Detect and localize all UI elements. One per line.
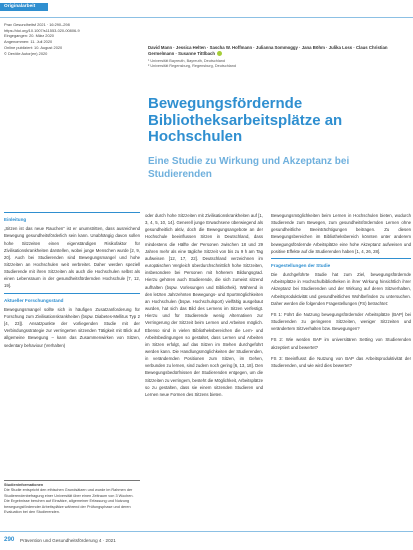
- text-column-3: [271, 212, 411, 373]
- affiliation-1: ¹ Universität Bayreuth, Bayreuth, Deutschland: [148, 59, 226, 63]
- orcid-icon[interactable]: [217, 51, 222, 56]
- paragraph-column-3: Bewegungsmöglichkeiten beim Lernen in Hochschulen bieten, wodurch Studierende zum Bewegen, zum gesundheitsfördernden Lernen ohne gesundheitliche Beeinträchtigungen beitragen. Zu diesen Bewegungsbereichen im Bibliotheksbereich könnten unter anderem bewegungsfördernde Arbeitsplätze eine hohe Akzeptanz aufweisen und positive Effekte auf die Studierenden haben [1, 4, 26, 28].: [271, 213, 411, 254]
- paragraph-introduction: „Sitzen ist das neue Rauchen“ ist er unumstritten, dass ausreichend Bewegung gesundheitsförderlich sein kann. Unabhängig davon sollen hohe Sitzzeiten einen eigenständigen Risikofaktor für Zivilisationskrankheiten darstellen, wobei junge Menschen wurde [2, 9, 20]. Auch bei Studierenden sind Bewegungsmangel und hohe Sitzzeiten an Hochschulen weit verbreitet. Daher werden speziell Studierende mit ihren Sitzzeiten als auch die Hochschulen selbst als einen Lebensraum in der gesundheitsfördernden Hochschule [7, 12, 19].: [4, 226, 140, 289]
- heading-research-questions: Fragestellungen der Studie: [271, 262, 331, 268]
- research-question-1: FS 1: Führt die Nutzung bewegungsfördernder Arbeitsplätze (BAP) bei Studierenden zu geringeren Sitzzeiten, weniger Sitzzeiten und verändertem Sitzverhalten bzw. Bewegungen?: [271, 311, 411, 332]
- section-divider: [271, 258, 411, 259]
- footnote-title: Studieninformationen: [4, 483, 44, 487]
- paragraph-column-2: oder durch hohe Sitzzeiten mit Zivilisationskrankheiten auf [1, 3, 4, 5, 10, 14]. Generell junge Erwachsene überwiegend als gesundheitlich aktiv, doch die Bewegungsangebote an der Hochschule beeinflussen Sitzen in Deutschland, dass mindestens die Hälfte der Personen zwischen 18 und 29 Jahren mehr als eine tägliche Sitzzeit von bis zu 9 h am Tag aufweisen [12, 17, 22]. Deutschland verzeichnen im europäischen Vergleich überdurchschnittlich hohe Sitzzeiten, insbesondere bei Personen mit höherem Bildungsgrad. Hierzu gehören auch Studierende, die sich zumeist sitzend aufhalten (bspw. Vorlesungen und Bibliothek). Während in den letzten Jahrzehnten Bewegungs- und Sportmöglichkeiten an Hochschulen (bspw. Hochschulsport) vielfältig ausgebaut wurden, hat sich das Bild des Lernens im Sitzen verfestigt. Hierzu und für Studierende wenig Alternativen zur Verringerung der Sitzzeit beim Lernen und Arbeiten möglich. Ebenso sind in vielen Bibliotheksbereichen die Lern- und Arbeitsbedingungen so gestaltet, dass Lernen und Arbeiten im Sitzen erfolgt, auf das Sitzen im Stehen durchgeführt werden kann. Die Handlungsmöglichkeiten der Studierenden, in verändernden Positionen zum Sitzen, im Gehen, verbunden zu lernen, sind zudem noch gering [6, 13, 18]. Den Bewegungsbedürfnissen der Studierenden entgegen, um die Sitzzeiten zu verringern, besteht die Möglichkeit, Arbeitsplätze so zu gestalten, dass sie einem sitzenden Studieren und Lernen neue Formen des Sitzens bieten.: [145, 213, 263, 397]
- paragraph-research-status: Bewegungsmangel sollte sich in häufigen Zusatzanforderung für Forschung zum Zivilisationskrankheiten (bspw. Diabetes-Mellitus Typ 2 [4, 23]). Ansatzpunkte der vorliegenden Studie mit der Verbindungsstrategie zur verringerten sitzenden Tätigkeit mit Blick auf allgemeine Bewegung – kann das Zusammenwirken von Sitzen, sedentary behaviour (Verhalten): [4, 306, 140, 348]
- article-subtitle: Eine Studie zu Wirkung und Akzeptanz bei Studierenden: [148, 156, 350, 180]
- pubinfo-received: Eingegangen: 20. März 2020: [4, 33, 54, 39]
- footnote-text: Die Studie entspricht den ethischen Grundsätzen und wurde im Rahmen der Studierendenbefragung einer Universität über einen Zeitraum von 3 Wochen. Die Ergebnisse beruhen auf Einsätze, allgemeiner Erfassung und Nutzung bewegungsfördernder Arbeitsplätze während der Prüfungsphase und deren Evaluation bei den Studierenden.: [4, 488, 134, 515]
- page-number: 290: [4, 536, 15, 543]
- footer-divider: [0, 531, 413, 532]
- section-divider: [4, 212, 140, 213]
- pubinfo-copyright: © Der/die Autor(en) 2020: [4, 50, 48, 56]
- text-column-1: [4, 212, 140, 352]
- affiliation-2: ² Universität Regensburg, Regensburg, Deutschland: [148, 64, 237, 69]
- study-info-footnote: [4, 480, 140, 515]
- research-question-3: FS 3: Beeinflusst die Nutzung von BAP das Arbeitsproduktivität der Studierenden, und wie wird dies bewertet?: [271, 355, 411, 368]
- paragraph-research-questions: Die durchgeführte Studie hat zum Ziel, bewegungsfördernde Arbeitsplätze in Hochschulbibliotheken in ihrer Wirkung hinsichtlich ihrer Akzeptanz bei Studierenden und der Wirkung auf deren Sitzverhalten, Arbeitsproduktivität und gesundheitliches Wohlbefinden zu untersuchen. Daher werden die folgenden Fragestellungen (FS) betrachtet:: [271, 272, 411, 306]
- heading-research-status: Aktueller Forschungsstand: [4, 297, 64, 303]
- affiliations: [148, 59, 410, 70]
- header-divider: [0, 17, 413, 18]
- author-list: [148, 45, 410, 57]
- text-column-2: [145, 212, 263, 401]
- research-question-2: FS 2: Wie werden BAP im universitären Setting von Studierenden akzeptiert und bewertet?: [271, 337, 411, 350]
- article-type-badge: Originalarbeit: [0, 3, 48, 11]
- heading-introduction: Einleitung: [4, 217, 27, 222]
- pubinfo-citation: Prav Gesundheitsf 2021 · 16:290–298: [4, 22, 70, 27]
- pubinfo-accepted: Angenommen: 11. Juli 2020: [4, 39, 53, 45]
- publication-info: [4, 22, 144, 56]
- journal-name: Prävention und Gesundheitsförderung 4 · 2021: [20, 538, 116, 543]
- article-title: Bewegungsfördernde Bibliotheksarbeitsplätze an Hochschulen: [148, 95, 343, 145]
- pubinfo-doi[interactable]: https://doi.org/10.1007/s11553-020-00806-9: [4, 27, 80, 33]
- pubinfo-published: Online publiziert: 10. August 2020: [4, 44, 63, 50]
- author-names: David Mann · Jessica Helten · Sascha W. Hoffmann · Julianna Sommoggy · Jana Böhm · Julika Loss · Claus Christian Germelmann · Susanne Tittlbach: [148, 45, 388, 56]
- section-divider: [4, 293, 140, 294]
